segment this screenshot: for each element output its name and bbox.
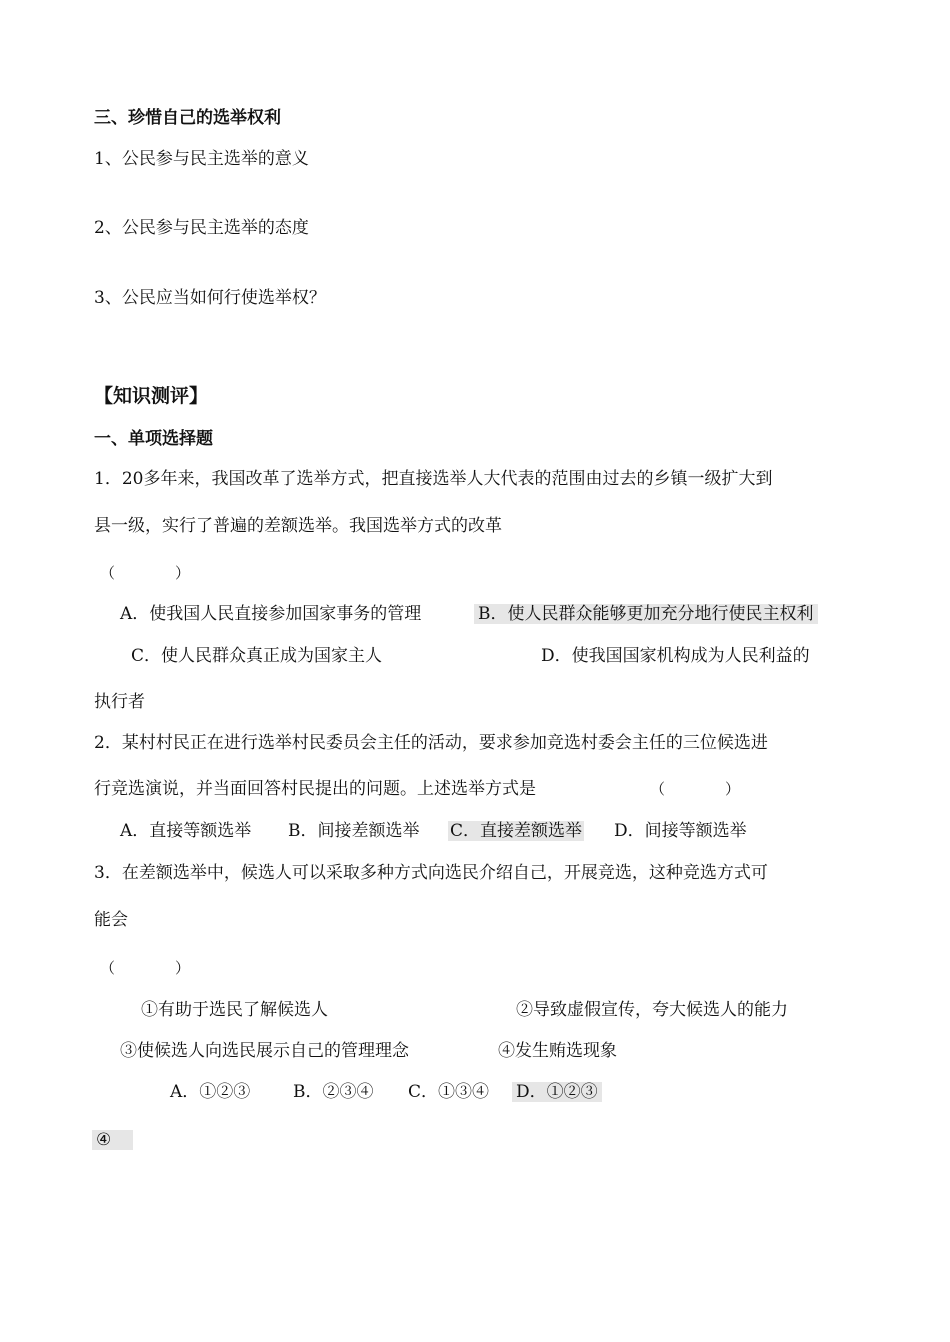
q3-statement-3: ③使候选人向选民展示自己的管理理念 — [120, 1041, 409, 1061]
q1-stem-line2: 县一级，实行了普遍的差额选举。我国选举方式的改革 — [94, 516, 502, 536]
question-type-heading: 一、单项选择题 — [94, 429, 213, 449]
section-item-3: 3、公民应当如何行使选举权？ — [94, 288, 326, 308]
q3-option-a: A．①②③ — [170, 1082, 251, 1102]
q2-stem-line1: 2．某村村民正在进行选举村民委员会主任的活动，要求参加竞选村委会主任的三位候选进 — [94, 733, 768, 753]
q3-statement-4: ④发生贿选现象 — [498, 1041, 617, 1061]
q1-option-b: B．使人民群众能够更加充分地行使民主权利 — [474, 602, 818, 626]
q1-option-d-continued: 执行者 — [94, 692, 145, 712]
q3-statement-1: ①有助于选民了解候选人 — [141, 1000, 328, 1020]
section-item-2: 2、公民参与民主选举的态度 — [94, 218, 309, 238]
q1-option-d: D．使我国国家机构成为人民利益的 — [541, 646, 810, 666]
q2-option-a: A．直接等额选举 — [120, 821, 252, 841]
q3-stem-line2: 能会 — [94, 910, 128, 930]
assessment-title: 【知识测评】 — [94, 385, 209, 407]
section-heading: 三、珍惜自己的选举权利 — [94, 108, 281, 128]
q1-stem-line1: 1．20多年来，我国改革了选举方式，把直接选举人大代表的范围由过去的乡镇一级扩大到 — [94, 469, 773, 489]
q3-option-d-continued: ④ — [92, 1128, 133, 1152]
q2-stem-line2: 行竞选演说，并当面回答村民提出的问题。上述选举方式是 — [94, 779, 536, 799]
q3-option-d: D．①②③ — [512, 1080, 602, 1104]
q2-answer-blank: （ ） — [650, 780, 741, 798]
q2-option-d: D．间接等额选举 — [614, 821, 747, 841]
q3-answer-blank: （ ） — [100, 959, 191, 977]
q1-option-c: C．使人民群众真正成为国家主人 — [131, 646, 383, 666]
q1-answer-blank: （ ） — [100, 564, 191, 582]
q3-stem-line1: 3．在差额选举中，候选人可以采取多种方式向选民介绍自己，开展竞选，这种竞选方式可 — [94, 863, 768, 883]
q3-statement-2: ②导致虚假宣传，夸大候选人的能力 — [516, 1000, 788, 1020]
q2-option-b: B．间接差额选举 — [288, 821, 420, 841]
q3-option-b: B．②③④ — [293, 1082, 374, 1102]
q3-option-c: C．①③④ — [408, 1082, 490, 1102]
q2-option-c: C．直接差额选举 — [450, 821, 583, 841]
q1-option-a: A．使我国人民直接参加国家事务的管理 — [120, 604, 422, 624]
section-item-1: 1、公民参与民主选举的意义 — [94, 149, 309, 169]
